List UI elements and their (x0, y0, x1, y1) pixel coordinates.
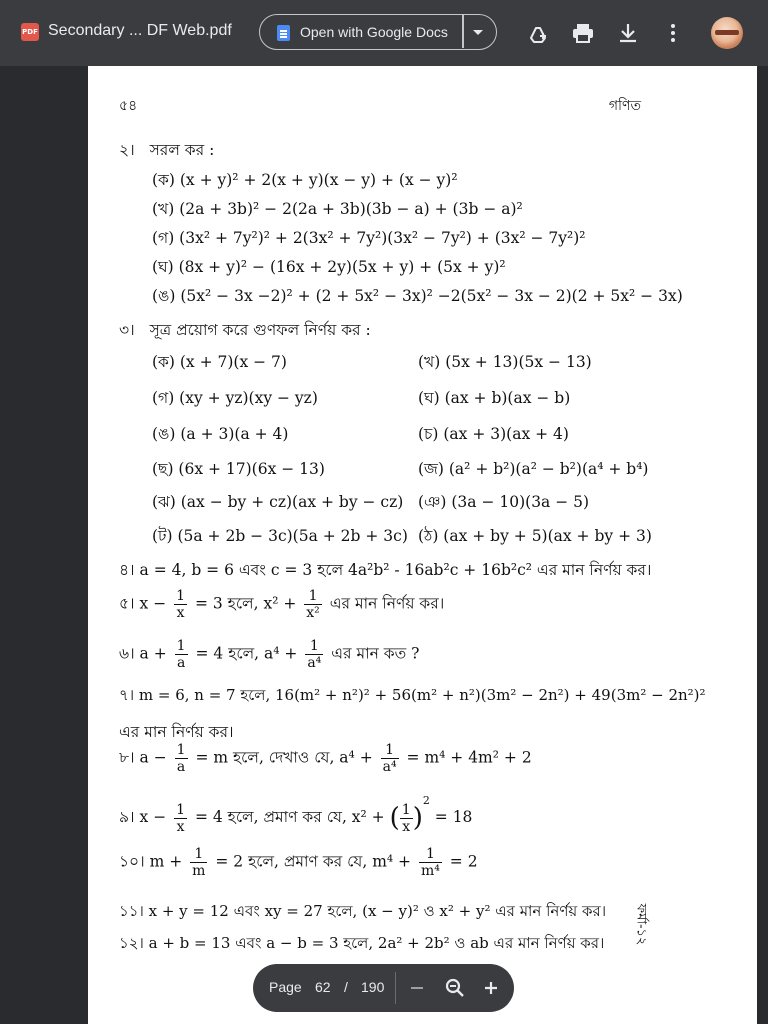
numerator: 1 (381, 742, 399, 759)
question-12: ১২। a + b = 13 এবং a − b = 3 হলে, 2a² + 2b² ও ab এর মান নির্ণয় কর। (119, 934, 605, 952)
denominator: x (402, 818, 411, 835)
q10-text: = 2 (449, 852, 478, 871)
page-number: ৫৪ (119, 98, 138, 114)
q2-item: (ক) (x + y)² + 2(x + y)(x − y) + (x − y)² (152, 171, 458, 189)
zoom-out-icon[interactable] (405, 976, 429, 1000)
q2-item: (গ) (3x² + 7y²)² + 2(3x² + 7y²)(3x² − 7y²) + (3x² − 7y²)² (152, 229, 586, 247)
denominator: m⁴ (420, 863, 440, 879)
page-subject: গণিত (608, 98, 641, 114)
q5-text: এর মান নির্ণয় কর। (329, 594, 445, 613)
fraction (304, 588, 322, 621)
page-separator: / (344, 979, 348, 995)
fraction (419, 846, 442, 879)
denominator: x² (306, 605, 320, 621)
question-8 (119, 742, 532, 775)
q3-item: (ঝ) (ax − by + cz)(ax + by − cz) (152, 493, 404, 511)
fraction (190, 846, 207, 879)
denominator: a (176, 759, 186, 775)
fraction (175, 638, 188, 671)
fraction (175, 742, 188, 775)
q3-item: (ট) (5a + 2b − 3c)(5a + 2b + 3c) (152, 527, 408, 545)
q2-item: (ঙ) (5x² − 3x −2)² + (2 + 5x² − 3x)² −2(5x² − 3x − 2)(2 + 5x² − 3x) (152, 287, 683, 305)
denominator: x (176, 605, 185, 621)
pdf-badge-label: PDF (22, 28, 38, 36)
account-avatar[interactable] (711, 17, 743, 49)
denominator: x (176, 818, 185, 835)
q5-text: = 3 হলে, x² + (194, 594, 297, 613)
fraction (174, 802, 187, 835)
question-9: ৯। x − $\frac{1}{x}$ = 4 হলে, প্রমাণ কর যে, x² + ( $\frac{1}{x}$ )$^2$ = 18 (119, 794, 473, 835)
question-7-continued: এর মান নির্ণয় কর। (119, 723, 234, 741)
question-3 (119, 318, 371, 344)
fraction (400, 802, 413, 835)
forma-mark: ফর্মা-১২ (633, 903, 649, 946)
file-title: Secondary ... DF Web.pdf (48, 22, 232, 39)
numerator: 1 (176, 801, 186, 818)
q3-item: (ঠ) (ax + by + 5)(ax + by + 3) (418, 527, 652, 545)
question-5 (119, 588, 444, 621)
denominator: a (176, 655, 186, 671)
q3-item: (ছ) (6x + 17)(6x − 13) (152, 460, 325, 478)
download-icon[interactable] (615, 20, 641, 46)
fraction (174, 588, 187, 621)
total-pages: 190 (361, 979, 385, 995)
more-vert-icon[interactable] (660, 20, 686, 46)
question-2 (119, 138, 214, 164)
question-10 (119, 846, 478, 879)
pdf-page (88, 66, 757, 1024)
viewer-toolbar (0, 0, 768, 66)
q2-item: (ঘ) (8x + y)² − (16x + 2y)(5x + y) + (5x + y)² (152, 258, 506, 276)
question-title: সরল কর : (149, 141, 215, 159)
left-paren: ( (389, 803, 400, 833)
numerator: 1 (176, 742, 186, 758)
q3-item: (চ) (ax + 3)(ax + 4) (418, 425, 569, 443)
numerator: 1 (176, 588, 186, 604)
denominator: a⁴ (307, 655, 322, 671)
pager-divider (395, 972, 396, 1004)
q6-text: = 4 হলে, a⁴ + (195, 644, 298, 663)
question-11: ১১। x + y = 12 এবং xy = 27 হলে, (x − y)² ও x² + y² এর মান নির্ণয় কর। (119, 902, 607, 920)
q3-item: (ঙ) (a + 3)(a + 4) (152, 425, 289, 443)
q3-item: (ঘ) (ax + b)(ax − b) (418, 389, 571, 407)
google-docs-icon (277, 25, 290, 41)
q2-item: (খ) (2a + 3b)² − 2(2a + 3b)(3b − a) + (3b − a)² (152, 200, 523, 218)
open-with-label: Open with Google Docs (300, 24, 448, 40)
q10-text: ১০। m + (119, 852, 183, 871)
numerator: 1 (401, 801, 411, 818)
q3-item: (ক) (x + 7)(x − 7) (152, 353, 287, 371)
fraction (381, 742, 399, 775)
q9-text: ৯। x − (119, 808, 167, 826)
numerator: 1 (419, 846, 442, 863)
zoom-in-icon[interactable] (479, 976, 503, 1000)
numerator: 1 (190, 846, 207, 863)
open-with-google-docs-button[interactable] (259, 14, 497, 50)
denominator: m (192, 863, 206, 879)
q8-text: = m হলে, দেখাও যে, a⁴ + (195, 748, 373, 767)
q8-text: ৮। a − (119, 748, 167, 767)
numerator: 1 (305, 638, 323, 655)
q3-item: (জ) (a² + b²)(a² − b²)(a⁴ + b⁴) (418, 460, 649, 478)
question-6 (119, 638, 419, 671)
add-to-drive-icon[interactable] (525, 20, 551, 46)
q9-text: = 4 হলে, প্রমাণ কর যে, x² + (194, 808, 385, 826)
question-label: ৩। (119, 321, 135, 339)
fraction (305, 638, 323, 671)
pdf-file-icon (21, 23, 39, 41)
q3-item: (ঞ) (3a − 10)(3a − 5) (418, 493, 590, 511)
numerator: 1 (176, 638, 186, 654)
q3-item: (খ) (5x + 13)(5x − 13) (418, 353, 592, 371)
zoom-icon[interactable] (443, 976, 467, 1000)
q8-text: = m⁴ + 4m² + 2 (406, 748, 532, 767)
button-divider (462, 15, 464, 48)
question-title: সূত্র প্রয়োগ করে গুণফল নির্ণয় কর : (149, 321, 371, 339)
numerator: 1 (304, 588, 322, 605)
page-label: Page (269, 979, 302, 995)
print-icon[interactable] (570, 20, 596, 46)
page-controls (253, 964, 514, 1012)
q5-text: ৫। x − (119, 594, 167, 613)
q6-text: এর মান কত ? (331, 644, 420, 663)
q10-text: = 2 হলে, প্রমাণ কর যে, m⁴ + (215, 852, 412, 871)
right-paren: ) (412, 803, 423, 833)
q9-text: = 18 (434, 808, 473, 826)
denominator: a⁴ (382, 759, 397, 775)
q3-item: (গ) (xy + yz)(xy − yz) (152, 389, 318, 407)
q6-text: ৬। a + (119, 644, 167, 663)
question-label: ২। (119, 141, 135, 159)
question-7: ৭। m = 6, n = 7 হলে, 16(m² + n²)² + 56(m² + n²)(3m² − 2n²) + 49(3m² − 2n²)² (119, 686, 706, 704)
dropdown-caret-icon[interactable] (473, 30, 483, 35)
current-page-input[interactable]: 62 (315, 979, 331, 995)
question-4: ৪। a = 4, b = 6 এবং c = 3 হলে 4a²b² - 16ab²c + 16b²c² এর মান নির্ণয় কর। (119, 561, 652, 579)
